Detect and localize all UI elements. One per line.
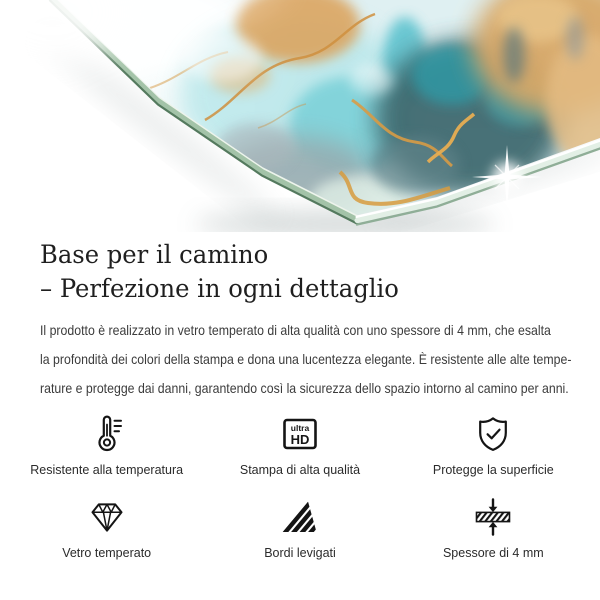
compression-arrows-icon bbox=[471, 492, 515, 542]
svg-text:HD: HD bbox=[290, 431, 310, 447]
feature-item-polished-edges bbox=[203, 492, 396, 561]
description-line: Il prodotto è realizzato in vetro temperato di alta qualità con uno spessore di 4 mm, che esalta bbox=[40, 322, 551, 338]
title-line-2: – Perfezione in ogni dettaglio bbox=[40, 274, 399, 303]
feature-item-print-quality bbox=[203, 409, 396, 478]
feature-label: Bordi levigati bbox=[264, 546, 336, 560]
svg-text:ultra: ultra bbox=[290, 422, 310, 433]
feature-item-temperature bbox=[10, 409, 203, 478]
feature-label: Resistente alla temperatura bbox=[30, 463, 184, 477]
feature-label: Spessore di 4 mm bbox=[442, 546, 544, 560]
feature-item-surface-protection bbox=[397, 409, 590, 478]
diamond-icon bbox=[85, 492, 129, 542]
hero-art bbox=[0, 0, 600, 232]
product-photo bbox=[0, 0, 600, 232]
feature-item-tempered-glass bbox=[10, 492, 203, 561]
feature-item-thickness bbox=[397, 492, 590, 561]
feature-label: Stampa di alta qualità bbox=[239, 463, 361, 477]
ultra-hd-icon bbox=[278, 409, 322, 459]
title-line-1: Base per il camino bbox=[40, 240, 269, 269]
thermometer-icon bbox=[85, 409, 129, 459]
feature-label: Vetro temperato bbox=[62, 546, 152, 560]
page-title bbox=[40, 238, 560, 306]
feature-label: Protegge la superficie bbox=[432, 463, 554, 477]
description-line: la profondità dei colori della stampa e dona una lucentezza elegante. È resistente alle alte tempe- bbox=[40, 351, 572, 367]
feature-grid bbox=[10, 409, 590, 561]
product-description bbox=[40, 316, 572, 403]
shield-check-icon bbox=[471, 409, 515, 459]
description-line: rature e protegge dai danni, garantendo così la sicurezza dello spazio intorno al camino per anni. bbox=[40, 380, 569, 396]
polished-edges-icon bbox=[278, 492, 322, 542]
